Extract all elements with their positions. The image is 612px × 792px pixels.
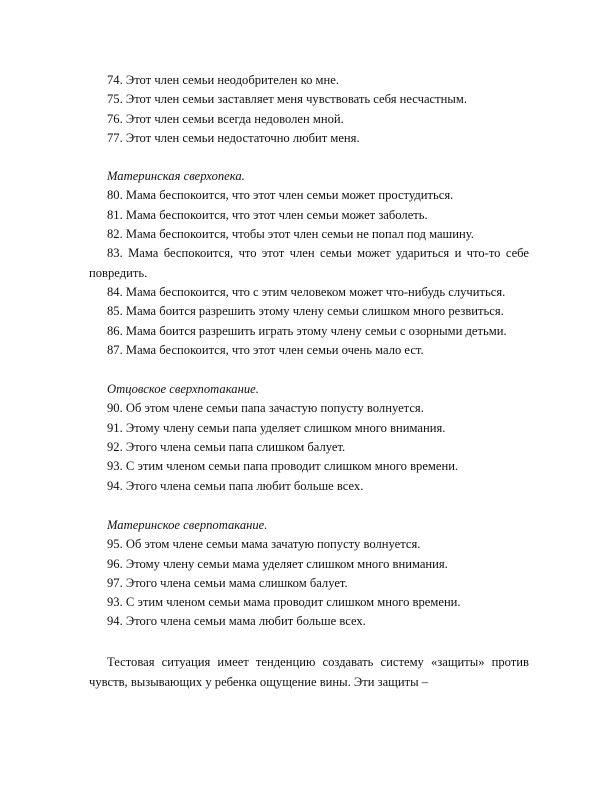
list-item: 82. Мама беспокоится, чтобы этот член семьи не попал под машину. <box>107 227 474 242</box>
list-item: 93. С этим членом семьи папа проводит слишком много времени. <box>107 459 459 474</box>
spacer <box>89 148 529 167</box>
list-item: 85. Мама боится разрешить этому члену семьи слишком много резвиться. <box>107 304 504 319</box>
list-item: 86. Мама боится разрешить играть этому члену семьи с озорными детьми. <box>107 323 507 338</box>
list-item: 75. Этот член семьи заставляет меня чувствовать себя несчастным. <box>107 92 467 107</box>
list-item: 92. Этого члена семьи папа слишком балует. <box>107 440 346 455</box>
list-item: 97. Этого члена семьи мама слишком балует. <box>107 575 348 590</box>
section-heading-maternal-overindulgence: Материнское сверпотакание. <box>107 517 268 532</box>
list-item: 95. Об этом члене семьи мама зачатую попусту волнуется. <box>107 537 421 552</box>
list-item: 83. Мама беспокоится, что этот член семьи может удариться и что-то себе повредить. <box>89 246 529 280</box>
section-heading-maternal-overprotection: Материнская сверхопека. <box>107 169 245 184</box>
list-item: 77. Этот член семьи недостаточно любит меня. <box>107 130 360 145</box>
spacer <box>89 360 529 380</box>
list-item: 93. С этим членом семьи мама проводит слишком много времени. <box>107 595 461 610</box>
spacer <box>89 496 529 516</box>
list-item: 84. Мама беспокоится, что с этим человеком может что-нибудь случиться. <box>107 284 506 299</box>
list-item: 76. Этот член семьи всегда недоволен мной. <box>107 111 344 126</box>
list-item: 91. Этому члену семьи папа уделяет слишком много внимания. <box>107 420 446 435</box>
list-item: 80. Мама беспокоится, что этот член семьи может простудиться. <box>107 188 454 203</box>
spacer <box>89 632 529 652</box>
list-item: 90. Об этом члене семьи папа зачастую попусту волнуется. <box>107 401 424 416</box>
list-item: 74. Этот член семьи неодобрителен ко мне. <box>107 73 339 87</box>
body-paragraph: Тестовая ситуация имеет тенденцию создавать систему «защиты» против чувств, вызывающих у ребенка ощущение вины. Эти защиты – <box>89 654 529 689</box>
list-item: 94. Этого члена семьи мама любит больше всех. <box>107 614 366 629</box>
list-item: 96. Этому члену семьи мама уделяет слишком много внимания. <box>107 556 448 571</box>
section-heading-paternal-overindulgence: Отцовское сверхпотакание. <box>107 382 259 397</box>
list-item: 87. Мама беспокоится, что этот член семьи очень мало ест. <box>107 342 424 357</box>
list-item: 81. Мама беспокоится, что этот член семьи может заболеть. <box>107 207 428 222</box>
list-item: 94. Этого члена семьи папа любит больше всех. <box>107 478 364 493</box>
document-content <box>89 71 529 692</box>
